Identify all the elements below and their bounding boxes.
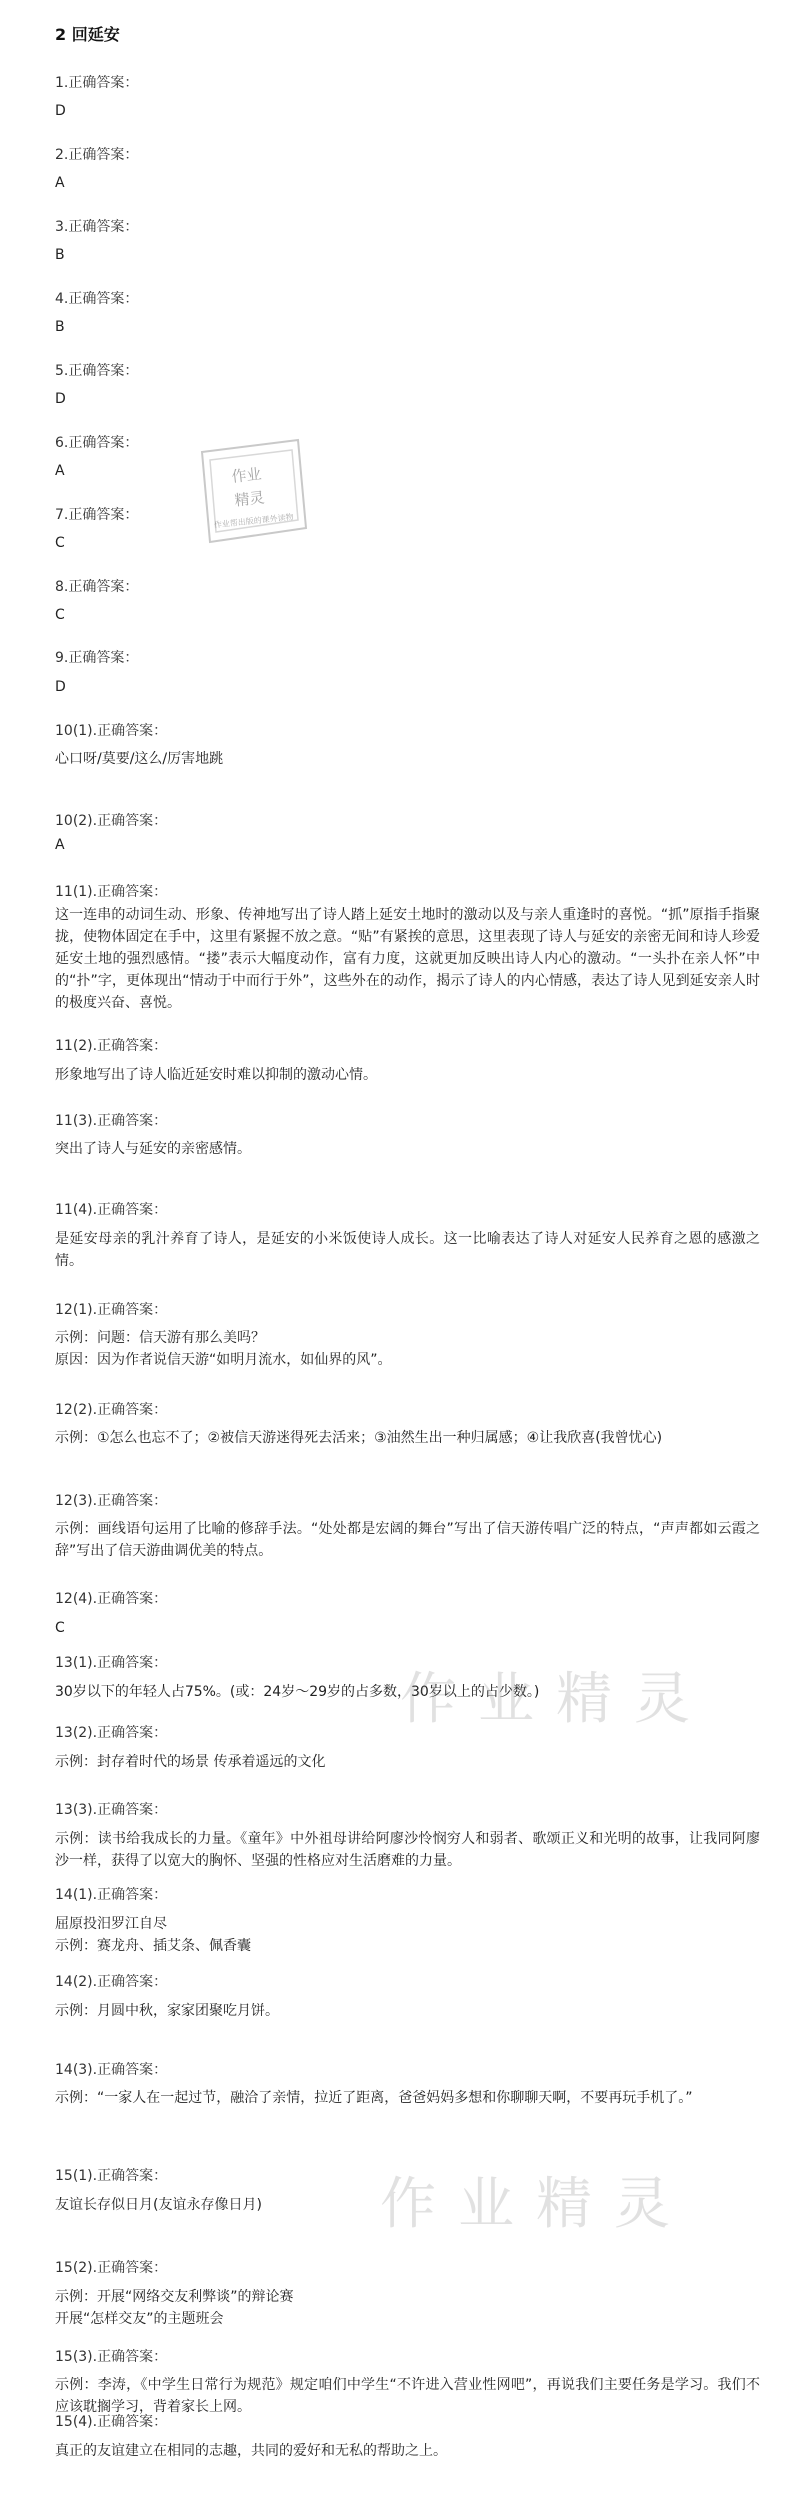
answer-text: C — [55, 607, 65, 623]
answer-text: 原因：因为作者说信天游“如明月流水，如仙界的风”。 — [55, 1352, 392, 1368]
answer-text: 示例：画线语句运用了比喻的修辞手法。“处处都是宏阔的舞台”写出了信天游传唱广泛的特点，“声声都如云霞之辞”写出了信天游曲调优美的特点。 — [55, 1521, 760, 1559]
answer-text: B — [55, 247, 65, 263]
question-label: 6.正确答案： — [55, 435, 139, 451]
answer-text: B — [55, 319, 65, 335]
answer-text: 是延安母亲的乳汁养育了诗人，是延安的小米饭使诗人成长。这一比喻表达了诗人对延安人民养育之恩的感激之情。 — [55, 1231, 760, 1269]
answer-text: 示例：读书给我成长的力量。《童年》中外祖母讲给阿廖沙怜悯穷人和弱者、歌颂正义和光明的故事，让我同阿廖沙一样，获得了以宽大的胸怀、坚强的性格应对生活磨难的力量。 — [55, 1831, 760, 1869]
answer-text: A — [55, 175, 65, 191]
question-label: 11(3).正确答案： — [55, 1113, 168, 1129]
watermark: 作业精灵 — [400, 1667, 712, 1732]
answer-text: D — [55, 679, 66, 695]
question-label: 3.正确答案： — [55, 219, 139, 235]
answer-text: 示例：月圆中秋，家家团聚吃月饼。 — [55, 2003, 279, 2019]
answer-text: 示例：开展“网络交友利弊谈”的辩论赛 — [55, 2289, 294, 2305]
answer-text: 示例：封存着时代的场景 传承着遥远的文化 — [55, 1754, 326, 1770]
seal-line3: 作业帮出版的课外读物 — [213, 512, 294, 530]
answer-text: 30岁以下的年轻人占75%。(或：24岁～29岁的占多数，30岁以上的占少数。) — [55, 1684, 540, 1700]
question-label: 12(1).正确答案： — [55, 1302, 168, 1318]
seal-stamp — [180, 430, 320, 560]
question-label: 15(3).正确答案： — [55, 2349, 168, 2365]
question-label: 15(1).正确答案： — [55, 2168, 168, 2184]
seal-line2: 精灵 — [233, 488, 266, 510]
answer-text: 突出了诗人与延安的亲密感情。 — [55, 1141, 251, 1157]
answer-text: C — [55, 535, 65, 551]
answer-text: D — [55, 103, 66, 119]
question-label: 14(3).正确答案： — [55, 2062, 168, 2078]
question-label: 12(2).正确答案： — [55, 1402, 168, 1418]
answer-text: 示例：问题：信天游有那么美吗？ — [55, 1330, 265, 1346]
answer-text: 心口呀/莫要/这么/厉害地跳 — [55, 751, 224, 767]
question-label: 12(3).正确答案： — [55, 1493, 168, 1509]
answer-text: 真正的友谊建立在相同的志趣，共同的爱好和无私的帮助之上。 — [55, 2443, 447, 2459]
question-label: 11(2).正确答案： — [55, 1038, 168, 1054]
answer-text: A — [55, 837, 65, 853]
question-label: 13(2).正确答案： — [55, 1725, 168, 1741]
answer-text: 友谊长存似日月(友谊永存像日月) — [55, 2197, 262, 2213]
answer-text: 示例：“一家人在一起过节，融洽了亲情，拉近了距离，爸爸妈妈多想和你聊聊天啊，不要再玩手机了。” — [55, 2090, 693, 2106]
answer-text: D — [55, 391, 66, 407]
question-label: 4.正确答案： — [55, 291, 139, 307]
question-label: 1.正确答案： — [55, 75, 139, 91]
answer-text: 屈原投汨罗江自尽 — [55, 1916, 167, 1932]
question-label: 10(1).正确答案： — [55, 723, 168, 739]
question-label: 15(4).正确答案： — [55, 2414, 168, 2430]
question-label: 10(2).正确答案： — [55, 813, 168, 829]
question-label: 12(4).正确答案： — [55, 1591, 168, 1607]
answer-text: 开展“怎样交友”的主题班会 — [55, 2311, 224, 2327]
question-label: 9.正确答案： — [55, 650, 139, 666]
seal-line1: 作业 — [230, 464, 263, 486]
question-label: 14(2).正确答案： — [55, 1974, 168, 1990]
answer-text: 示例：李涛，《中学生日常行为规范》规定咱们中学生“不许进入营业性网吧”，再说我们主要任务是学习。我们不应该耽搁学习，背着家长上网。 — [55, 2377, 760, 2415]
answer-text: 形象地写出了诗人临近延安时难以抑制的激动心情。 — [55, 1067, 377, 1083]
answer-text: 这一连串的动词生动、形象、传神地写出了诗人踏上延安土地时的激动以及与亲人重逢时的喜悦。“抓”原指手指聚拢，使物体固定在手中，这里有紧握不放之意。“贴”有紧挨的意思，这里表现了诗人与延安的亲密无间和诗人珍爱延安土地的强烈感情。“搂”表示大幅度动作，富有力度，这就更加反映出诗人内心的激动。“一头扑在亲人怀”中的“扑”字，更体现出“情动于中而行于外”，这些外在的动作，揭示了诗人的内心情感，表达了诗人见到延安亲人时的极度兴奋、喜悦。 — [55, 907, 760, 1011]
question-label: 13(3).正确答案： — [55, 1802, 168, 1818]
question-label: 13(1).正确答案： — [55, 1655, 168, 1671]
question-label: 7.正确答案： — [55, 507, 139, 523]
question-label: 8.正确答案： — [55, 579, 139, 595]
answer-text: A — [55, 463, 65, 479]
question-label: 11(4).正确答案： — [55, 1202, 168, 1218]
answer-text: C — [55, 1620, 65, 1636]
question-label: 5.正确答案： — [55, 363, 139, 379]
question-label: 11(1).正确答案： — [55, 884, 168, 900]
answer-text: 示例：赛龙舟、插艾条、佩香囊 — [55, 1938, 251, 1954]
page-title: 2 回延安 — [55, 25, 120, 44]
answer-text: 示例：①怎么也忘不了；②被信天游迷得死去活来；③油然生出一种归属感；④让我欣喜(我曾忧心) — [55, 1430, 663, 1446]
question-label: 14(1).正确答案： — [55, 1887, 168, 1903]
question-label: 2.正确答案： — [55, 147, 139, 163]
watermark: 作业精灵 — [380, 2172, 692, 2237]
question-label: 15(2).正确答案： — [55, 2260, 168, 2276]
